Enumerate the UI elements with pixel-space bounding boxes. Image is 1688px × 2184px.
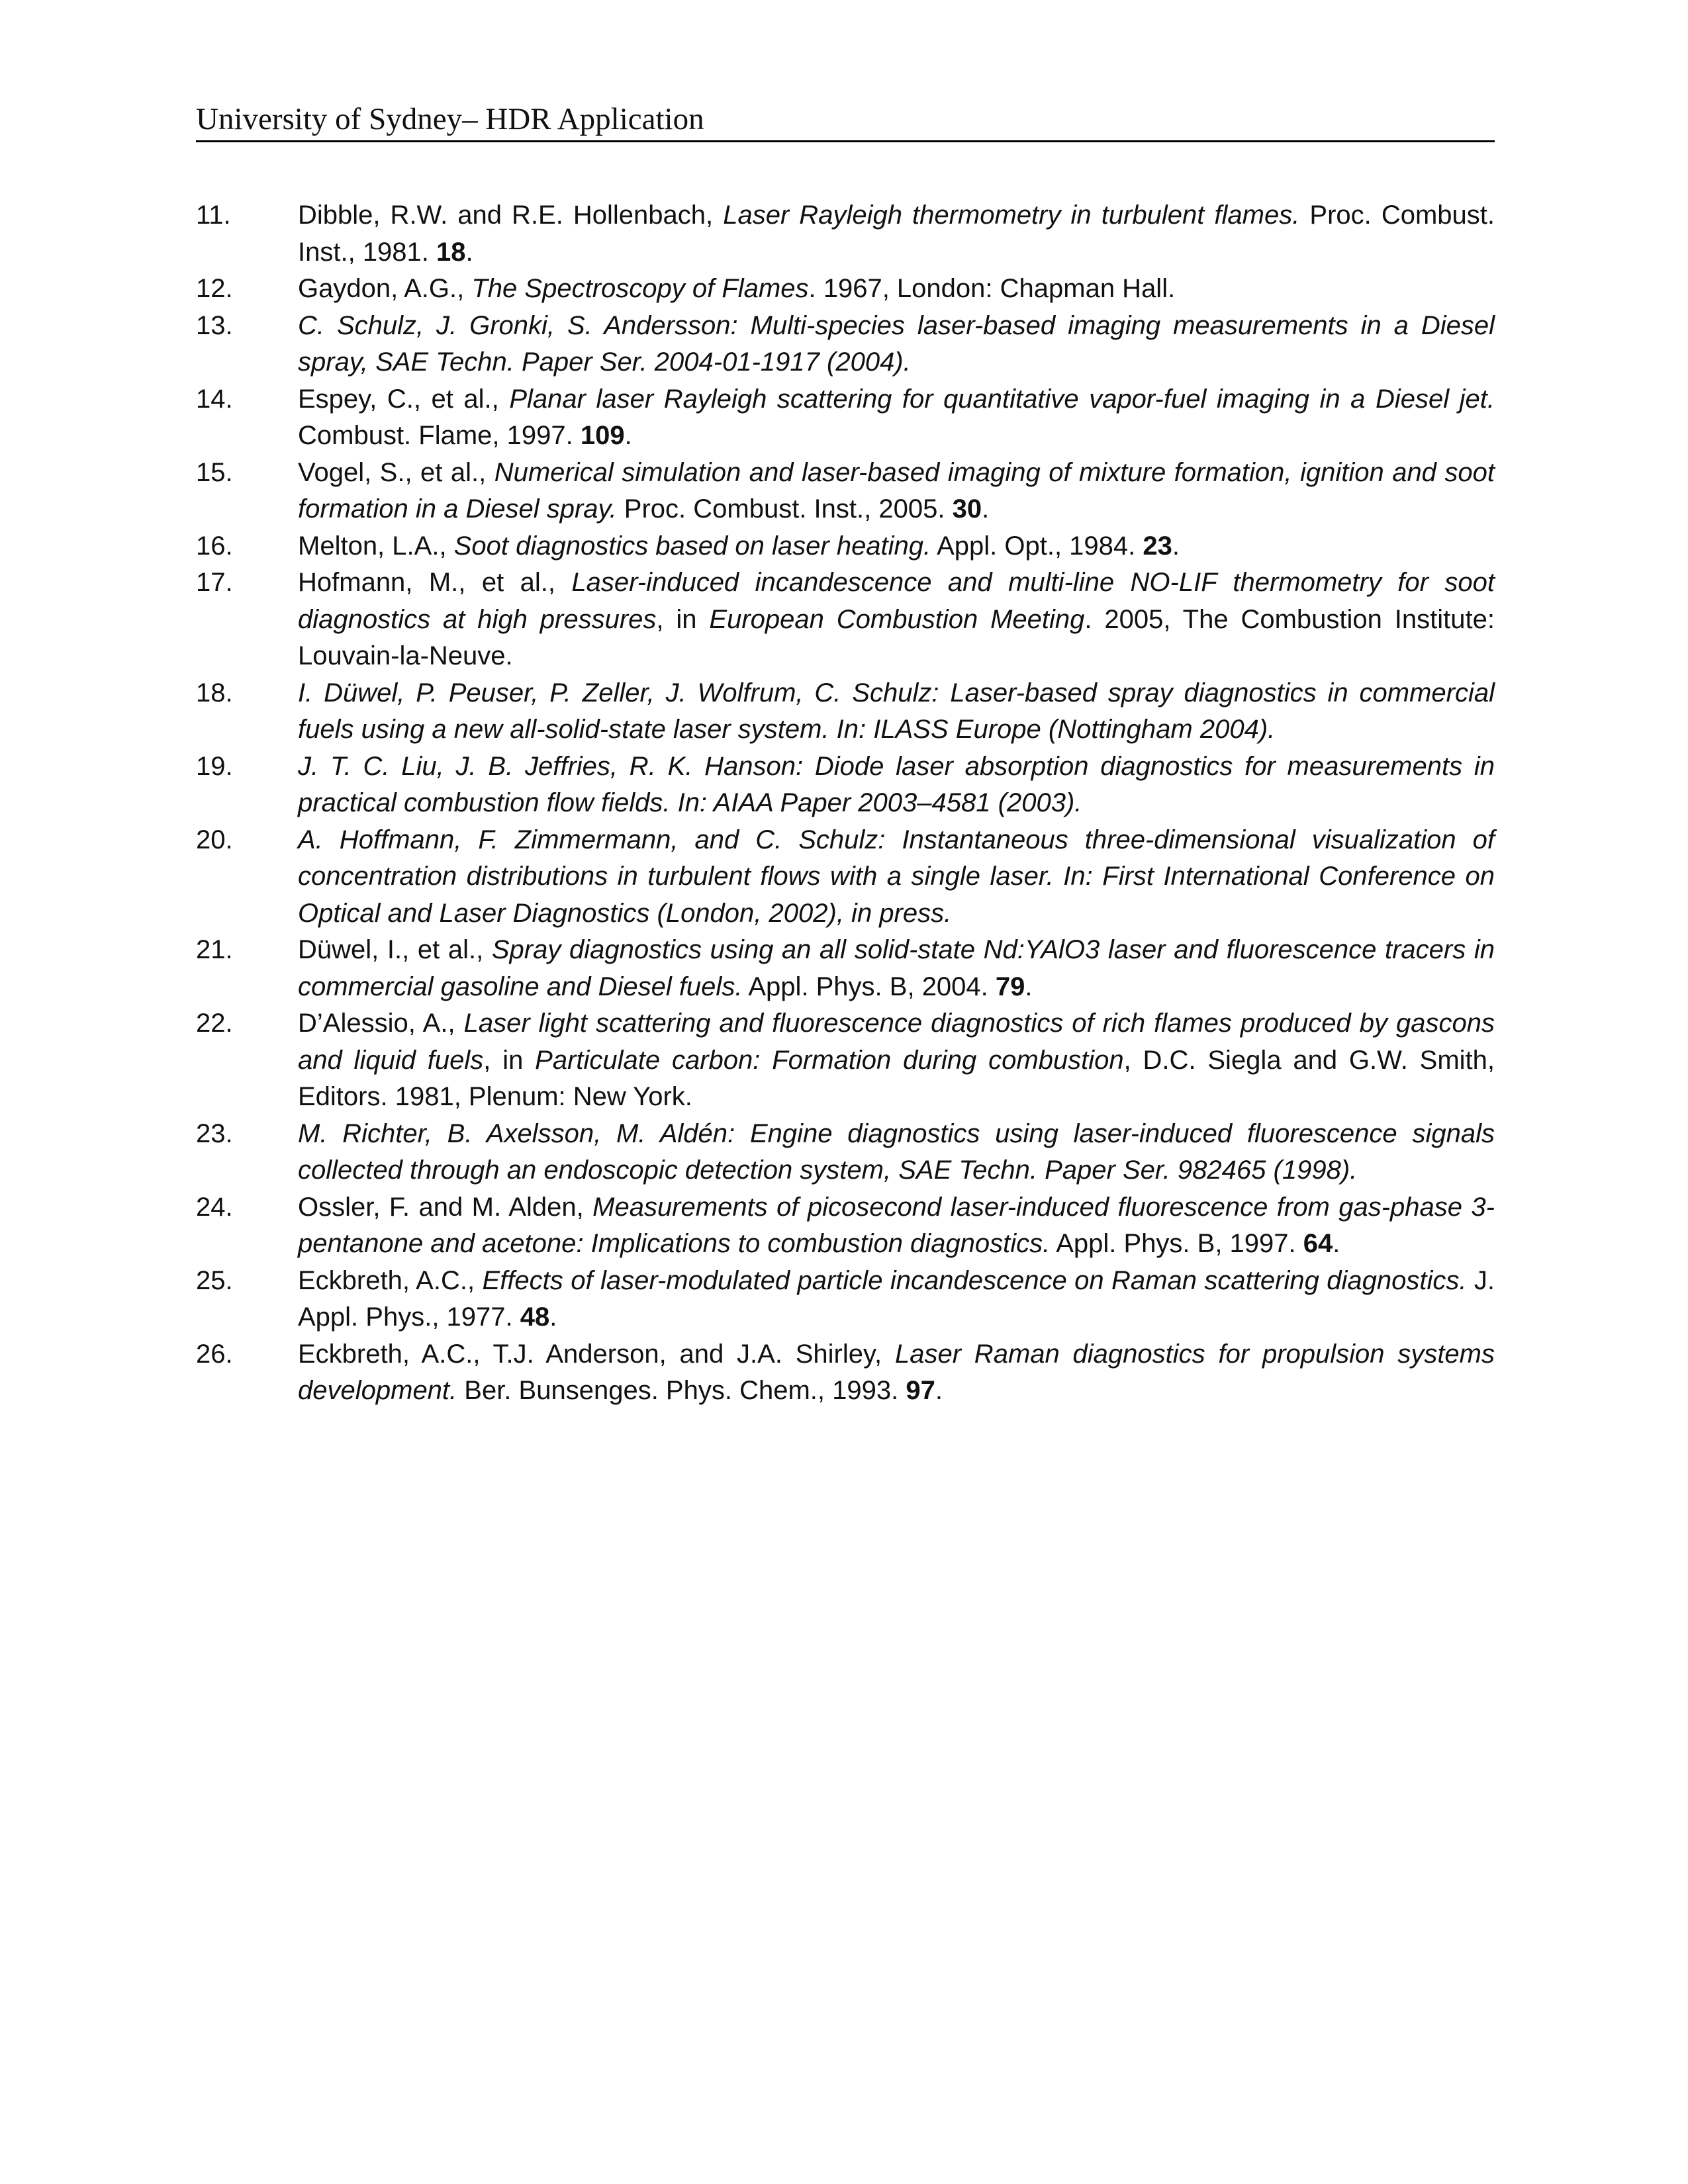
reference-segment: .: [624, 421, 632, 450]
reference-text: [298, 565, 1495, 675]
reference-segment: .: [465, 237, 473, 267]
reference-segment: .: [1333, 1229, 1340, 1258]
reference-item: [196, 1263, 1495, 1336]
reference-title: Effects of laser-modulated particle incandescence on Raman scattering diagnostics.: [482, 1265, 1467, 1295]
reference-item: [196, 1336, 1495, 1410]
reference-segment: Ossler, F. and M. Alden,: [298, 1192, 593, 1222]
page-header: [196, 98, 1495, 142]
reference-title: Numerical simulation and laser-based imaging of mixture formation, ignition and soot formation in a Diesel spray.: [298, 457, 1495, 523]
reference-item: [196, 1189, 1495, 1263]
reference-number: 25.: [196, 1265, 233, 1295]
reference-item: [196, 675, 1495, 749]
reference-segment: Dibble, R.W. and R.E. Hollenbach,: [298, 201, 724, 230]
reference-title: Spray diagnostics using an all solid-state Nd:YAlO3 laser and fluorescence tracers in commercial gasoline and Diesel fuels.: [298, 935, 1495, 1001]
reference-title: C. Schulz, J. Gronki, S. Andersson: Multi-species laser-based imaging measurements in a Diesel spray, SAE Techn. Paper Ser. 2004-01-1917 (2004).: [298, 310, 1495, 377]
reference-title: Laser Rayleigh thermometry in turbulent flames.: [723, 201, 1300, 230]
reference-text: [298, 1005, 1495, 1116]
reference-volume: 97: [906, 1376, 935, 1405]
reference-number: 22.: [196, 1009, 233, 1038]
reference-volume: 18: [436, 237, 466, 267]
reference-segment: Ber. Bunsenges. Phys. Chem., 1993.: [457, 1376, 906, 1405]
reference-title: Laser-induced incandescence and multi-line NO-LIF thermometry for soot diagnostics at high pressures: [298, 568, 1495, 634]
reference-segment: Combust. Flame, 1997.: [298, 421, 581, 450]
reference-segment: Espey, C., et al.,: [298, 384, 510, 414]
reference-number: 26.: [196, 1339, 233, 1369]
reference-text: [298, 675, 1495, 749]
reference-number: 19.: [196, 751, 233, 781]
reference-item: [196, 308, 1495, 381]
reference-text: [298, 1116, 1495, 1189]
reference-segment: Proc. Combust. Inst., 1981.: [298, 201, 1495, 267]
reference-number: 12.: [196, 274, 233, 303]
reference-segment: . 1967, London: Chapman Hall.: [808, 274, 1176, 303]
reference-item: [196, 528, 1495, 565]
reference-title: I. Düwel, P. Peuser, P. Zeller, J. Wolfrum, C. Schulz: Laser-based spray diagnostics in commercial fuels using a new all-solid-state laser system. In: ILASS Europe (Nottingham 2004).: [298, 678, 1495, 744]
reference-text: [298, 1336, 1495, 1410]
reference-segment: Appl. Opt., 1984.: [931, 531, 1143, 561]
reference-title: The Spectroscopy of Flames: [471, 274, 809, 303]
reference-title: European Combustion Meeting: [709, 604, 1085, 634]
reference-segment: Appl. Phys. B, 2004.: [742, 972, 996, 1001]
reference-segment: . 2005, The Combustion Institute: Louvain-la-Neuve.: [298, 604, 1495, 670]
reference-segment: Eckbreth, A.C., T.J. Anderson, and J.A. Shirley,: [298, 1339, 895, 1369]
reference-segment: Düwel, I., et al.,: [298, 935, 492, 964]
reference-volume: 23: [1143, 531, 1172, 561]
reference-title: Measurements of picosecond laser-induced fluorescence from gas-phase 3-pentanone and acetone: Implications to combustion diagnostics.: [298, 1192, 1495, 1258]
reference-item: [196, 932, 1495, 1005]
reference-number: 17.: [196, 568, 233, 597]
reference-segment: .: [1025, 972, 1033, 1001]
reference-segment: Eckbreth, A.C.,: [298, 1265, 483, 1295]
reference-number: 16.: [196, 531, 233, 561]
reference-segment: Melton, L.A.,: [298, 531, 454, 561]
reference-volume: 79: [995, 972, 1025, 1001]
reference-number: 14.: [196, 384, 233, 414]
reference-title: Planar laser Rayleigh scattering for quantitative vapor-fuel imaging in a Diesel jet.: [509, 384, 1495, 414]
reference-title: J. T. C. Liu, J. B. Jeffries, R. K. Hanson: Diode laser absorption diagnostics for measurements in practical combustion flow fields. In: AIAA Paper 2003–4581 (2003).: [298, 751, 1495, 817]
reference-segment: Appl. Phys. B, 1997.: [1050, 1229, 1303, 1258]
reference-text: [298, 822, 1495, 933]
reference-item: [196, 1116, 1495, 1189]
reference-segment: Proc. Combust. Inst., 2005.: [616, 494, 953, 523]
reference-segment: Gaydon, A.G.,: [298, 274, 472, 303]
reference-number: 18.: [196, 678, 233, 707]
reference-item: [196, 1005, 1495, 1116]
reference-segment: .: [1172, 531, 1180, 561]
reference-text: [298, 749, 1495, 822]
reference-text: [298, 381, 1495, 455]
reference-volume: 30: [952, 494, 982, 523]
reference-list: [196, 197, 1495, 1410]
reference-title: Laser light scattering and fluorescence diagnostics of rich flames produced by gascons and liquid fuels: [298, 1009, 1495, 1075]
reference-text: [298, 1263, 1495, 1336]
reference-text: [298, 1189, 1495, 1263]
reference-volume: 64: [1303, 1229, 1333, 1258]
reference-item: [196, 381, 1495, 455]
reference-item: [196, 565, 1495, 675]
reference-number: 20.: [196, 825, 233, 854]
reference-number: 24.: [196, 1192, 233, 1222]
reference-segment: J. Appl. Phys., 1977.: [298, 1265, 1495, 1332]
reference-number: 11.: [196, 201, 231, 230]
reference-segment: Hofmann, M., et al.,: [298, 568, 572, 597]
reference-segment: , D.C. Siegla and G.W. Smith, Editors. 1981, Plenum: New York.: [298, 1045, 1495, 1111]
reference-text: [298, 455, 1495, 528]
reference-text: [298, 932, 1495, 1005]
reference-title: Laser Raman diagnostics for propulsion systems development.: [298, 1339, 1495, 1405]
reference-title: M. Richter, B. Axelsson, M. Aldén: Engine diagnostics using laser-induced fluorescence signals collected through an endoscopic detection system, SAE Techn. Paper Ser. 982465 (1998).: [298, 1118, 1495, 1185]
reference-text: [298, 308, 1495, 381]
reference-text: [298, 528, 1495, 565]
reference-text: [298, 197, 1495, 271]
reference-title: A. Hoffmann, F. Zimmermann, and C. Schulz: Instantaneous three-dimensional visualization of concentration distributions in turbulent flows with a single laser. In: First International Conference on Optical and Laser Diagnostics (London, 2002), in press.: [298, 825, 1495, 928]
reference-segment: D’Alessio, A.,: [298, 1009, 464, 1038]
reference-segment: .: [982, 494, 990, 523]
reference-item: [196, 822, 1495, 933]
reference-item: [196, 749, 1495, 822]
reference-number: 15.: [196, 457, 233, 487]
reference-item: [196, 271, 1495, 308]
reference-text: [298, 271, 1495, 308]
reference-item: [196, 197, 1495, 271]
reference-title: Particulate carbon: Formation during combustion: [535, 1045, 1124, 1075]
reference-number: 21.: [196, 935, 233, 964]
reference-segment: .: [935, 1376, 943, 1405]
reference-volume: 109: [580, 421, 625, 450]
reference-segment: .: [549, 1302, 557, 1332]
header-title: University of Sydney– HDR Application: [196, 102, 704, 136]
reference-title: Soot diagnostics based on laser heating.: [453, 531, 931, 561]
reference-segment: , in: [656, 604, 710, 634]
reference-segment: Vogel, S., et al.,: [298, 457, 494, 487]
reference-number: 23.: [196, 1118, 233, 1148]
reference-number: 13.: [196, 310, 233, 340]
reference-segment: , in: [483, 1045, 536, 1075]
reference-volume: 48: [520, 1302, 550, 1332]
reference-item: [196, 455, 1495, 528]
